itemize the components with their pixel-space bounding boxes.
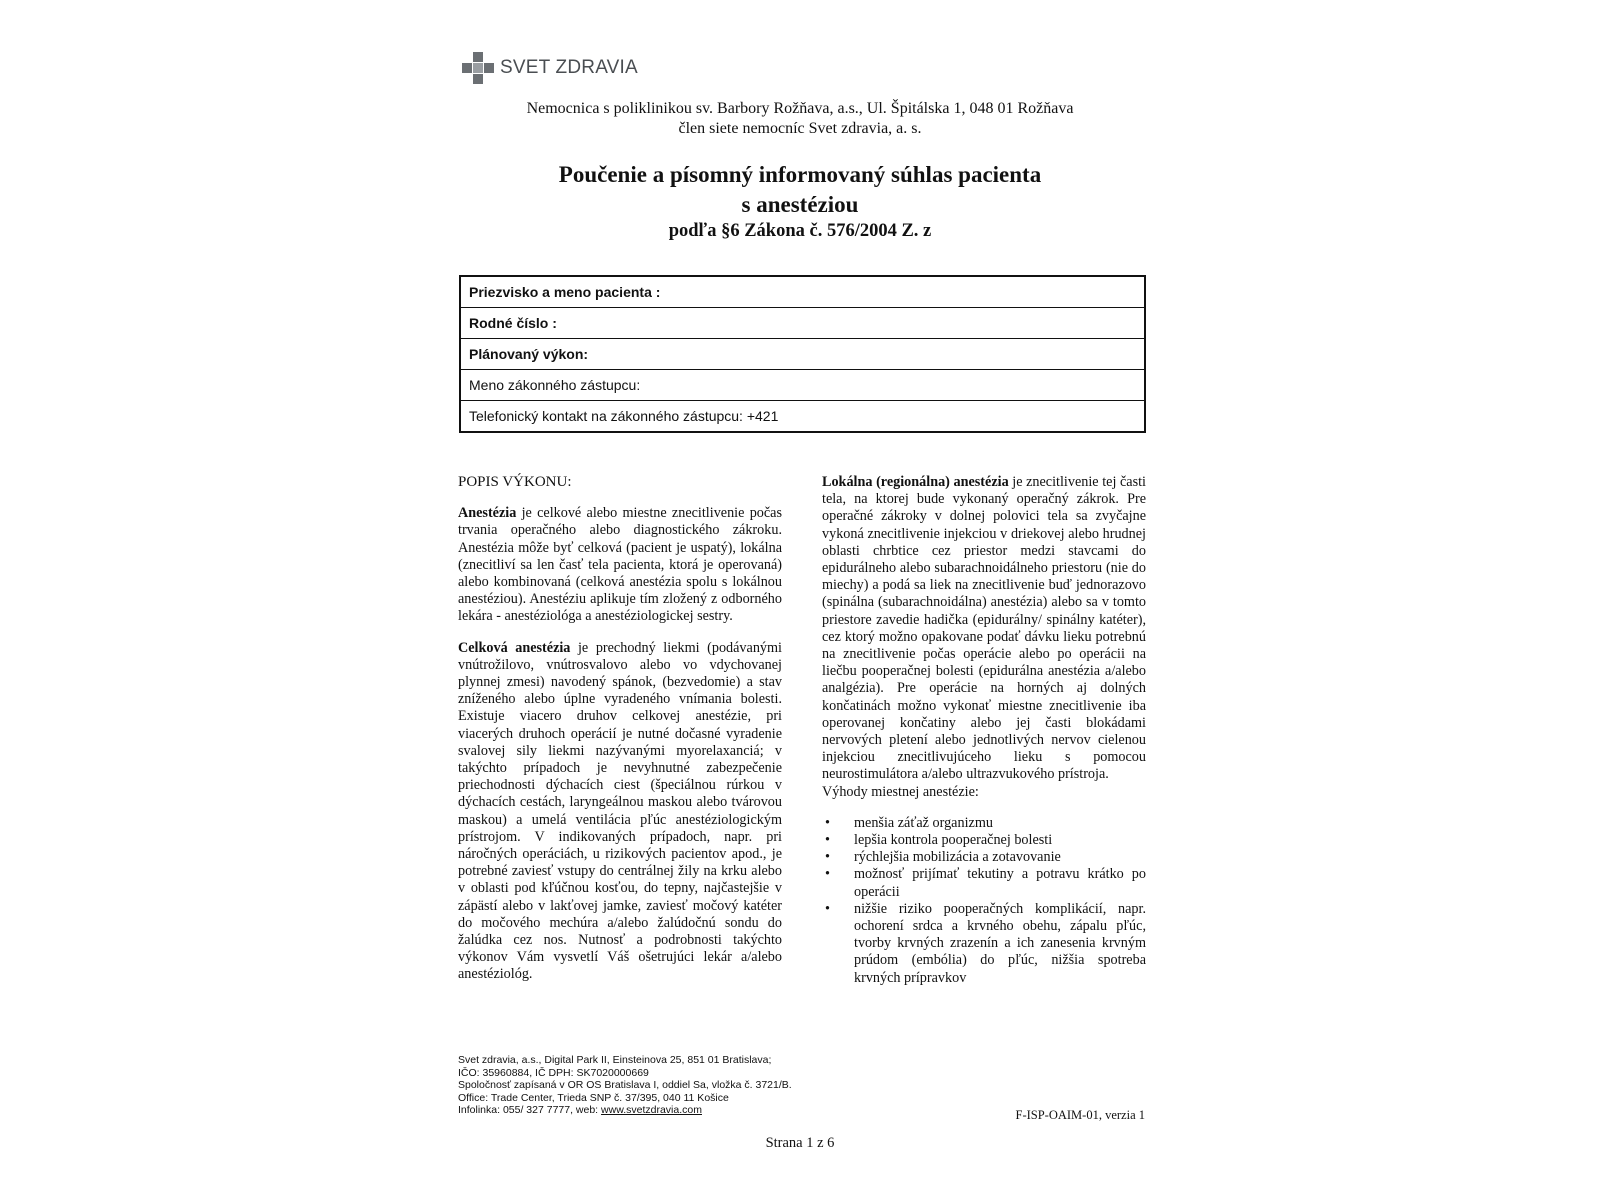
list-item: • lepšia kontrola pooperačnej bolesti <box>822 832 1146 849</box>
page-number: Strana 1 z 6 <box>765 1135 835 1151</box>
general-anesthesia-paragraph <box>458 640 782 984</box>
term-anesthesia: Anestézia <box>458 505 517 522</box>
anesthesia-text: je celkové alebo miestne znecitlivenie počas trvania operačného alebo diagnostického zákroku. Anestézia môže byť celková (pacient je uspatý), lokálna (znecitliví sa len časť tela pacienta, ktorá je operovaná) alebo kombinovaná (celková anestézia spolu s lokálnou anestéziou). Anestéziu aplikuje tím zložený z odborného lekára - anestéziológa a anestéziologickej sestry. <box>458 505 782 625</box>
infoline-text: Infolinka: 055/ 327 7777, web: <box>458 1104 602 1117</box>
footer-line: Svet zdravia, a.s., Digital Park II, Einsteinova 25, 851 01 Bratislava; <box>458 1054 772 1066</box>
document-subtitle: podľa §6 Zákona č. 576/2004 Z. z <box>668 221 932 241</box>
table-row <box>460 339 1145 370</box>
patient-info-table <box>459 275 1146 433</box>
cross-logo-icon <box>462 52 494 84</box>
local-anesthesia-text: je znecitlivenie tej časti tela, na ktorej bude vykonaný operačný zákrok. Pre operačné zákroky v dolnej polovici tela sa zvyčajne vykoná znecitlivenie injekciou v driekovej alebo hrudnej oblasti chrbtice cez priestor medzi stavcami do epidurálneho alebo subarachnoidálneho priestoru (nie do miechy) a podá sa liek na znecitlivenie buď jednorazovo (spinálna (subarachnoidálna) anestézia) alebo sa v tomto priestore zavedie hadička (epidurálny/ spinálny katéter), cez ktorý možno opakovane podať dávku lieku potrebnú na znecitlivenie počas operácie alebo po operácii na liečbu pooperačnej bolesti (epidurálna anestézia a/alebo analgézia). Pre operácie na horných aj dolných končatinách možno vykonať miestne znecitlivenie iba operovanej končatiny alebo jej časti blokádami nervových pletení alebo jednotlivých nervov cielenou injekciou znecitlivujúceho lieku s pomocou neurostimulátora a/alebo ultrazvukového prístroja. <box>822 474 1146 783</box>
company-footer <box>458 1054 792 1117</box>
logo <box>462 52 638 84</box>
planned-procedure-field[interactable]: Plánovaný výkon: <box>460 339 1145 370</box>
list-item: • rýchlejšia mobilizácia a zotavovanie <box>822 849 1146 866</box>
general-anesthesia-text: je prechodný liekmi (podávanými vnútrožilovo, vnútrosvalovo alebo vo vdychovanej plynnej zmesi) navodený spánok, (bezvedomie) a stav zníženého alebo úplne vyradeného vnímania bolesti. Existuje viacero druhov celkovej anestézie, pri viacerých druhoch operácií je nutné dočasné vyradenie svalovej sily liekmi nazývanými myorelaxanciá; v takýchto prípadoch je nevyhnutné zabezpečenie priechodnosti dýchacích ciest (špeciálnou rúrkou v dýchacích cestách, laryngeálnou maskou alebo tvárovou maskou) a umelá ventilácia pľúc anestéziologickým prístrojom. V indikovaných prípadoch, napr. pri náročných operáciách, u rizikových pacientov apod., je potrebné zaviesť vstupy do centrálnej žily na krku alebo v oblasti pod kľúčnou kosťou, do tepny, najčastejšie v zápästí alebo v lakťovej jamke, zaviesť močový katéter do močového mechúra a/alebo žalúdočnú sondu do žalúdka cez nos. Nutnosť a podrobnosti takýchto výkonov Vám vysvetlí Váš ošetrujúci lekár a/alebo anestéziológ. <box>458 639 782 983</box>
form-version: F-ISP-OAIM-01, verzia 1 <box>1015 1108 1145 1122</box>
table-row <box>460 308 1145 339</box>
footer-line: Office: Trade Center, Trieda SNP č. 37/395, 040 11 Košice <box>458 1091 729 1104</box>
list-item: • nižšie riziko pooperačných komplikácií, napr. ochorení srdca a krvného obehu, zápalu pľúc, tvorby krvných zrazenín a ich zanesenia krvným prúdom (embólia) do pľúc, nižšia spotreba krvných prípravkov <box>822 901 1146 987</box>
logo-text: SVET ZDRAVIA <box>500 57 638 78</box>
left-column <box>458 474 782 984</box>
right-column <box>822 474 1146 987</box>
benefits-heading: Výhody miestnej anestézie: <box>822 783 979 800</box>
section-heading: POPIS VÝKONU: <box>458 474 572 490</box>
benefits-list <box>822 815 1146 987</box>
list-item: • menšia záťaž organizmu <box>822 815 1146 832</box>
term-local-anesthesia: Lokálna (regionálna) anestézia <box>822 474 1009 490</box>
hospital-address: Nemocnica s poliklinikou sv. Barbory Rožňava, a.s., Ul. Špitálska 1, 048 01 Rožňava <box>526 100 1074 117</box>
website-link[interactable]: www.svetzdravia.com <box>601 1104 702 1117</box>
document-title-line1: Poučenie a písomný informovaný súhlas pacienta <box>558 162 1042 187</box>
list-item: • možnosť prijímať tekutiny a potravu krátko po operácii <box>822 866 1146 900</box>
anesthesia-paragraph <box>458 505 782 625</box>
network-membership: člen siete nemocníc Svet zdravia, a. s. <box>678 120 922 137</box>
local-anesthesia-paragraph <box>822 474 1146 784</box>
footer-line: IČO: 35960884, IČ DPH: SK7020000669 <box>458 1066 649 1079</box>
legal-representative-field[interactable]: Meno zákonného zástupcu: <box>460 370 1145 401</box>
document-title-line2: s anestéziou <box>741 192 859 217</box>
birth-number-field[interactable]: Rodné číslo : <box>460 308 1145 339</box>
table-row <box>460 401 1145 433</box>
representative-phone-field[interactable]: Telefonický kontakt na zákonného zástupcu: +421 <box>460 401 1145 433</box>
footer-line <box>458 1104 792 1117</box>
patient-name-field[interactable]: Priezvisko a meno pacienta : <box>460 276 1145 308</box>
table-row <box>460 276 1145 308</box>
table-row <box>460 370 1145 401</box>
footer-line: Spoločnosť zapísaná v OR OS Bratislava I, oddiel Sa, vložka č. 3721/B. <box>458 1079 792 1092</box>
term-general-anesthesia: Celková anestézia <box>458 639 571 656</box>
